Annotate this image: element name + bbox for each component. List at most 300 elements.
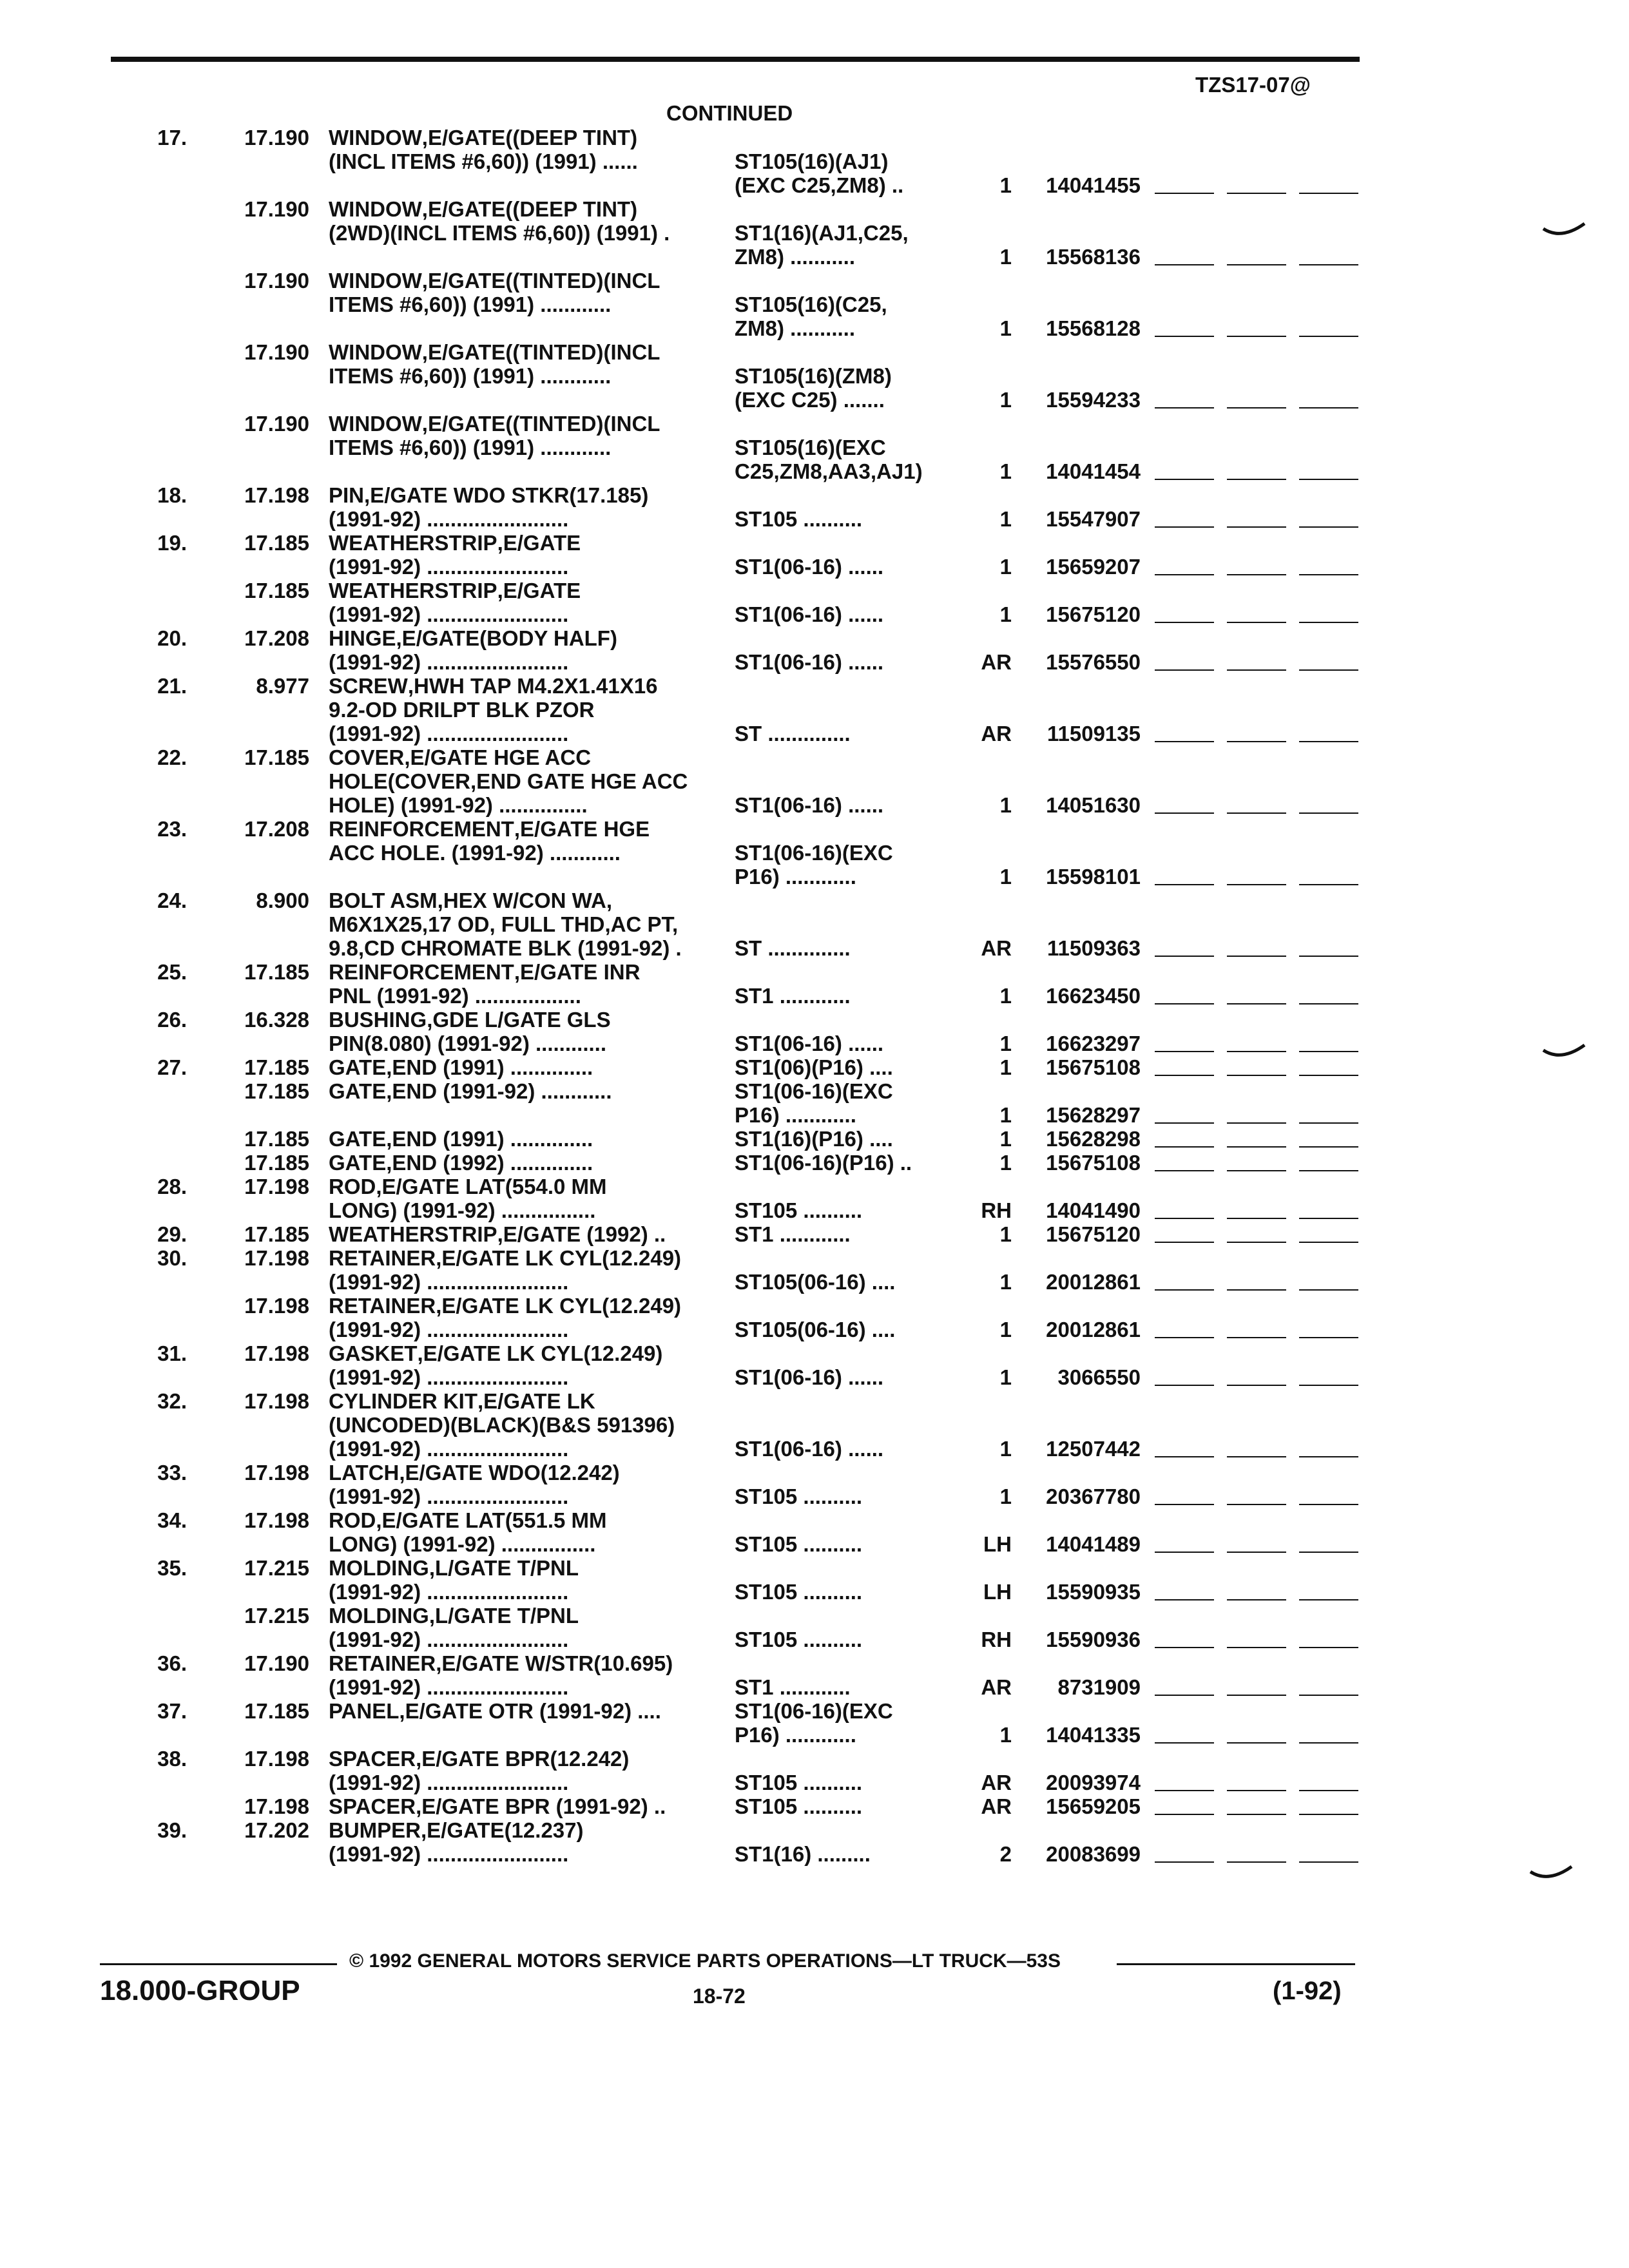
group-number: 17.198 xyxy=(244,1508,309,1532)
entry-blanks xyxy=(1155,1532,1361,1556)
blank-line xyxy=(1155,1218,1214,1219)
blank-line xyxy=(1227,1456,1286,1457)
part-detail: ,E/GATE WDO(12.242) xyxy=(399,1461,620,1485)
blank-line xyxy=(1299,1218,1358,1219)
quantity: AR xyxy=(981,1771,1012,1794)
part-name: WINDOW xyxy=(329,412,422,436)
quantity: 1 xyxy=(999,1032,1012,1055)
table-row xyxy=(0,1461,1629,1485)
catalog-code: TZS17-07@ xyxy=(1195,73,1311,97)
part-description xyxy=(329,507,722,531)
table-row xyxy=(0,650,1629,674)
table-row xyxy=(0,483,1629,507)
blank-line xyxy=(1299,526,1358,528)
blank-line xyxy=(1155,1289,1214,1291)
blank-line xyxy=(1227,1289,1286,1291)
model-usage: ST1(06-16)(EXC xyxy=(735,1079,893,1103)
part-detail: (1991-92) ........................ xyxy=(329,507,569,531)
part-detail: (INCL ITEMS #6,60)) (1991) ...... xyxy=(329,149,638,173)
quantity: 1 xyxy=(999,1485,1012,1508)
part-detail: ,E/GATE HGE xyxy=(514,817,650,841)
table-row xyxy=(0,1413,1629,1437)
group-number: 8.977 xyxy=(256,674,309,698)
blank-line xyxy=(1299,1814,1358,1815)
entry-blanks xyxy=(1155,555,1361,579)
part-number: 15598101 xyxy=(1046,865,1141,889)
part-number: 15576550 xyxy=(1046,650,1141,674)
part-detail: ,E/GATE LK CYL(12.249) xyxy=(436,1294,682,1318)
table-row xyxy=(0,1842,1629,1866)
part-name: RETAINER xyxy=(329,1246,436,1270)
quantity: 1 xyxy=(999,1055,1012,1079)
part-detail: (1991-92) ........................ xyxy=(329,602,569,626)
blank-line xyxy=(1299,1647,1358,1648)
part-number: 15659205 xyxy=(1046,1794,1141,1818)
blank-line xyxy=(1299,741,1358,742)
blank-line xyxy=(1299,1289,1358,1291)
model-usage: (EXC C25,ZM8) .. xyxy=(735,173,904,197)
part-description xyxy=(329,602,722,626)
blank-line xyxy=(1299,336,1358,337)
part-name: GASKET xyxy=(329,1341,418,1365)
table-row xyxy=(0,1032,1629,1055)
part-detail: ,E/GATE xyxy=(497,579,581,602)
part-detail: ,E/GATE BPR(12.242) xyxy=(416,1747,630,1771)
entry-blanks xyxy=(1155,316,1361,340)
blank-line xyxy=(1227,812,1286,814)
model-usage: C25,ZM8,AA3,AJ1) xyxy=(735,459,923,483)
part-description xyxy=(329,1127,722,1151)
blank-line xyxy=(1299,1385,1358,1386)
group-number: 17.185 xyxy=(244,960,309,984)
part-name: WINDOW xyxy=(329,269,422,293)
blank-line xyxy=(1299,812,1358,814)
model-usage: ST1(06-16) ...... xyxy=(735,1032,884,1055)
blank-line xyxy=(1227,741,1286,742)
entry-blanks xyxy=(1155,1318,1361,1341)
part-description xyxy=(329,1365,722,1389)
blank-line xyxy=(1155,1385,1214,1386)
blank-line xyxy=(1155,1861,1214,1863)
part-number: 14041490 xyxy=(1046,1198,1141,1222)
blank-line xyxy=(1155,1122,1214,1124)
blank-line xyxy=(1299,1170,1358,1171)
copyright-notice: © 1992 GENERAL MOTORS SERVICE PARTS OPERATIONS—LT TRUCK—53S xyxy=(349,1950,1061,1972)
group-number: 17.185 xyxy=(244,579,309,602)
part-number: 14041489 xyxy=(1046,1532,1141,1556)
table-row xyxy=(0,1794,1629,1818)
part-description xyxy=(329,483,722,507)
part-number: 20012861 xyxy=(1046,1318,1141,1341)
model-usage: ST1(06-16) ...... xyxy=(735,1365,884,1389)
entry-blanks xyxy=(1155,1437,1361,1461)
blank-line xyxy=(1155,1695,1214,1696)
reference-number: 17. xyxy=(157,126,187,149)
blank-line xyxy=(1299,264,1358,265)
group-number: 17.185 xyxy=(244,1055,309,1079)
table-row xyxy=(0,936,1629,960)
part-name: GATE xyxy=(329,1055,387,1079)
blank-line xyxy=(1155,336,1214,337)
blank-line xyxy=(1227,1695,1286,1696)
part-description xyxy=(329,626,722,650)
part-detail: ,HEX W/CON WA, xyxy=(437,889,612,912)
part-detail: HOLE) (1991-92) ............... xyxy=(329,793,588,817)
entry-blanks xyxy=(1155,1675,1361,1699)
blank-line xyxy=(1227,1742,1286,1744)
blank-line xyxy=(1227,336,1286,337)
part-detail: ,E/GATE(12.237) xyxy=(421,1818,584,1842)
part-name: REINFORCEMENT xyxy=(329,960,514,984)
model-usage: ST1(06-16)(EXC xyxy=(735,841,893,865)
part-description xyxy=(329,1413,722,1437)
reference-number: 21. xyxy=(157,674,187,698)
part-detail: (1991-92) ........................ xyxy=(329,1842,569,1866)
group-number: 17.208 xyxy=(244,817,309,841)
model-usage: ST1(06)(P16) .... xyxy=(735,1055,893,1079)
group-number: 17.198 xyxy=(244,1461,309,1485)
part-detail: ,E/GATE OTR (1991-92) .... xyxy=(399,1699,661,1723)
blank-line xyxy=(1227,1599,1286,1600)
part-description xyxy=(329,1151,722,1175)
blank-line xyxy=(1227,956,1286,957)
part-description xyxy=(329,1175,722,1198)
part-name: MOLDING xyxy=(329,1604,429,1628)
part-detail: (1991-92) ........................ xyxy=(329,555,569,579)
part-description xyxy=(329,1389,722,1413)
entry-blanks xyxy=(1155,1151,1361,1175)
part-description xyxy=(329,149,722,173)
model-usage: ST1(16)(AJ1,C25, xyxy=(735,221,909,245)
blank-line xyxy=(1155,1504,1214,1505)
table-row xyxy=(0,889,1629,912)
blank-line xyxy=(1299,1456,1358,1457)
reference-number: 18. xyxy=(157,483,187,507)
quantity: LH xyxy=(983,1580,1012,1604)
entry-blanks xyxy=(1155,793,1361,817)
entry-blanks xyxy=(1155,1198,1361,1222)
part-description xyxy=(329,841,722,865)
part-name: BOLT ASM xyxy=(329,889,438,912)
part-detail: (1991-92) ........................ xyxy=(329,722,569,745)
part-description xyxy=(329,793,722,817)
reference-number: 31. xyxy=(157,1341,187,1365)
part-description xyxy=(329,412,722,436)
part-detail: (2WD)(INCL ITEMS #6,60)) (1991) . xyxy=(329,221,670,245)
model-usage: ST1(06-16) ...... xyxy=(735,650,884,674)
table-row xyxy=(0,555,1629,579)
quantity: AR xyxy=(981,722,1012,745)
part-name: BUSHING xyxy=(329,1008,427,1032)
part-description xyxy=(329,1485,722,1508)
part-detail: ,E/GATE INR xyxy=(514,960,641,984)
part-number: 15628298 xyxy=(1046,1127,1141,1151)
reference-number: 26. xyxy=(157,1008,187,1032)
part-number: 15590936 xyxy=(1046,1628,1141,1651)
model-usage: ST105 .......... xyxy=(735,1794,863,1818)
part-number: 15675108 xyxy=(1046,1055,1141,1079)
model-usage: ST105 .......... xyxy=(735,507,863,531)
blank-line xyxy=(1299,1861,1358,1863)
table-row xyxy=(0,793,1629,817)
part-detail: 9.2-OD DRILPT BLK PZOR xyxy=(329,698,595,722)
part-detail: ,E/GATE (1992) .. xyxy=(497,1222,666,1246)
entry-blanks xyxy=(1155,459,1361,483)
reference-number: 36. xyxy=(157,1651,187,1675)
table-row xyxy=(0,745,1629,769)
reference-number: 28. xyxy=(157,1175,187,1198)
part-number: 20083699 xyxy=(1046,1842,1141,1866)
blank-line xyxy=(1155,1146,1214,1148)
entry-blanks xyxy=(1155,245,1361,269)
table-row xyxy=(0,459,1629,483)
table-row xyxy=(0,626,1629,650)
page-number: 18-72 xyxy=(693,1984,746,2008)
part-description xyxy=(329,436,722,459)
model-usage: P16) ............ xyxy=(735,1103,856,1127)
quantity: 1 xyxy=(999,459,1012,483)
group-number: 17.198 xyxy=(244,1341,309,1365)
part-number: 15568136 xyxy=(1046,245,1141,269)
table-row xyxy=(0,293,1629,316)
blank-line xyxy=(1299,407,1358,408)
quantity: 1 xyxy=(999,507,1012,531)
part-number: 11509363 xyxy=(1046,936,1141,960)
part-description xyxy=(329,698,722,722)
blank-line xyxy=(1227,884,1286,885)
part-name: ROD xyxy=(329,1175,376,1198)
table-row xyxy=(0,960,1629,984)
part-description xyxy=(329,1604,722,1628)
entry-blanks xyxy=(1155,1794,1361,1818)
part-number: 8731909 xyxy=(1057,1675,1141,1699)
model-usage: ST .............. xyxy=(735,722,851,745)
part-number: 15675120 xyxy=(1046,1222,1141,1246)
table-row xyxy=(0,1628,1629,1651)
reference-number: 24. xyxy=(157,889,187,912)
table-row xyxy=(0,674,1629,698)
blank-line xyxy=(1155,479,1214,480)
blank-line xyxy=(1155,1814,1214,1815)
reference-number: 39. xyxy=(157,1818,187,1842)
table-row xyxy=(0,817,1629,841)
part-name: HINGE xyxy=(329,626,396,650)
part-detail: ACC HOLE. (1991-92) ............ xyxy=(329,841,621,865)
blank-line xyxy=(1299,1337,1358,1338)
blank-line xyxy=(1299,884,1358,885)
reference-number: 32. xyxy=(157,1389,187,1413)
quantity: RH xyxy=(981,1198,1012,1222)
part-detail: (1991-92) ........................ xyxy=(329,1675,569,1699)
footer-rule-right xyxy=(1117,1963,1355,1965)
part-name: WINDOW xyxy=(329,197,422,221)
table-row xyxy=(0,698,1629,722)
blank-line xyxy=(1227,1170,1286,1171)
part-detail: ,E/GATE xyxy=(497,531,581,555)
blank-line xyxy=(1155,956,1214,957)
model-usage: ST105(16)(C25, xyxy=(735,293,887,316)
entry-blanks xyxy=(1155,722,1361,745)
model-usage: ST105 .......... xyxy=(735,1628,863,1651)
quantity: 1 xyxy=(999,1365,1012,1389)
quantity: 1 xyxy=(999,1151,1012,1175)
blank-line xyxy=(1227,1242,1286,1243)
quantity: 1 xyxy=(999,173,1012,197)
blank-line xyxy=(1299,479,1358,480)
part-detail: (1991-92) ........................ xyxy=(329,1270,569,1294)
part-detail: ,END (1991) .............. xyxy=(386,1055,593,1079)
part-name: SPACER xyxy=(329,1747,416,1771)
model-usage: (EXC C25) ....... xyxy=(735,388,885,412)
group-number: 17.198 xyxy=(244,483,309,507)
blank-line xyxy=(1299,1075,1358,1076)
quantity: 1 xyxy=(999,1270,1012,1294)
margin-tick-icon xyxy=(1529,1865,1574,1885)
blank-line xyxy=(1227,1122,1286,1124)
entry-blanks xyxy=(1155,1771,1361,1794)
table-row xyxy=(0,340,1629,364)
part-description xyxy=(329,531,722,555)
group-number: 17.190 xyxy=(244,269,309,293)
reference-number: 33. xyxy=(157,1461,187,1485)
part-description xyxy=(329,1842,722,1866)
model-usage: P16) ............ xyxy=(735,1723,856,1747)
part-detail: ,E/GATE WDO STKR(17.185) xyxy=(364,483,649,507)
part-number: 15590935 xyxy=(1046,1580,1141,1604)
part-description xyxy=(329,1341,722,1365)
part-name: REINFORCEMENT xyxy=(329,817,514,841)
reference-number: 20. xyxy=(157,626,187,650)
part-name: BUMPER xyxy=(329,1818,421,1842)
entry-blanks xyxy=(1155,1222,1361,1246)
part-number: 15568128 xyxy=(1046,316,1141,340)
part-number: 15675120 xyxy=(1046,602,1141,626)
blank-line xyxy=(1299,1695,1358,1696)
table-row xyxy=(0,1294,1629,1318)
entry-blanks xyxy=(1155,1628,1361,1651)
model-usage: ST1(06-16)(EXC xyxy=(735,1699,893,1723)
table-row xyxy=(0,1556,1629,1580)
quantity: 1 xyxy=(999,984,1012,1008)
blank-line xyxy=(1227,1218,1286,1219)
table-row xyxy=(0,1365,1629,1389)
part-description xyxy=(329,1699,722,1723)
table-row xyxy=(0,149,1629,173)
group-number: 8.900 xyxy=(256,889,309,912)
quantity: 1 xyxy=(999,1222,1012,1246)
model-usage: ST105(06-16) .... xyxy=(735,1270,896,1294)
part-description xyxy=(329,889,722,912)
part-description xyxy=(329,984,722,1008)
group-number: 17.190 xyxy=(244,1651,309,1675)
blank-line xyxy=(1299,1242,1358,1243)
blank-line xyxy=(1299,1122,1358,1124)
part-description xyxy=(329,1461,722,1485)
part-name: GATE xyxy=(329,1151,387,1175)
part-name: SCREW xyxy=(329,674,408,698)
reference-number: 22. xyxy=(157,745,187,769)
part-detail: ITEMS #6,60)) (1991) ............ xyxy=(329,436,612,459)
continued-heading: CONTINUED xyxy=(666,101,793,125)
part-number: 16623297 xyxy=(1046,1032,1141,1055)
table-row xyxy=(0,436,1629,459)
blank-line xyxy=(1227,669,1286,671)
part-description xyxy=(329,1032,722,1055)
part-detail: PNL (1991-92) .................. xyxy=(329,984,581,1008)
part-name: MOLDING xyxy=(329,1556,429,1580)
part-detail: ,HWH TAP M4.2X1.41X16 xyxy=(407,674,658,698)
blank-line xyxy=(1155,1003,1214,1004)
table-row xyxy=(0,1699,1629,1723)
part-name: PANEL xyxy=(329,1699,400,1723)
table-row xyxy=(0,269,1629,293)
part-number: 3066550 xyxy=(1057,1365,1141,1389)
part-number: 16623450 xyxy=(1046,984,1141,1008)
quantity: AR xyxy=(981,1794,1012,1818)
blank-line xyxy=(1299,1003,1358,1004)
table-row xyxy=(0,1246,1629,1270)
model-usage: ST105(16)(ZM8) xyxy=(735,364,892,388)
part-description xyxy=(329,1556,722,1580)
table-row xyxy=(0,1175,1629,1198)
reference-number: 29. xyxy=(157,1222,187,1246)
part-detail: ITEMS #6,60)) (1991) ............ xyxy=(329,364,612,388)
part-number: 14041335 xyxy=(1046,1723,1141,1747)
entry-blanks xyxy=(1155,1270,1361,1294)
reference-number: 27. xyxy=(157,1055,187,1079)
blank-line xyxy=(1299,1790,1358,1791)
part-detail: (1991-92) ........................ xyxy=(329,1437,569,1461)
table-row xyxy=(0,722,1629,745)
group-number: 17.185 xyxy=(244,745,309,769)
model-usage: ZM8) ........... xyxy=(735,316,856,340)
part-name: WINDOW xyxy=(329,126,422,149)
blank-line xyxy=(1227,526,1286,528)
blank-line xyxy=(1155,1051,1214,1052)
model-usage: ST105(16)(AJ1) xyxy=(735,149,889,173)
part-detail: M6X1X25,17 OD, FULL THD,AC PT, xyxy=(329,912,679,936)
part-detail: ,E/GATE((TINTED)(INCL xyxy=(421,412,660,436)
entry-blanks xyxy=(1155,1127,1361,1151)
blank-line xyxy=(1155,1242,1214,1243)
part-description xyxy=(329,269,722,293)
part-description xyxy=(329,555,722,579)
part-detail: (1991-92) ........................ xyxy=(329,1771,569,1794)
quantity: 1 xyxy=(999,865,1012,889)
blank-line xyxy=(1227,1075,1286,1076)
part-name: ROD xyxy=(329,1508,376,1532)
part-description xyxy=(329,769,722,793)
part-description xyxy=(329,817,722,841)
part-description xyxy=(329,1794,722,1818)
blank-line xyxy=(1227,1003,1286,1004)
table-row xyxy=(0,769,1629,793)
blank-line xyxy=(1227,622,1286,623)
table-row xyxy=(0,912,1629,936)
group-number: 17.185 xyxy=(244,1222,309,1246)
reference-number: 34. xyxy=(157,1508,187,1532)
part-detail: ,E/GATE LAT(551.5 MM xyxy=(376,1508,607,1532)
model-usage: ST105(16)(EXC xyxy=(735,436,886,459)
table-row xyxy=(0,245,1629,269)
model-usage: ST1(06-16) ...... xyxy=(735,602,884,626)
part-number: 15675108 xyxy=(1046,1151,1141,1175)
entry-blanks xyxy=(1155,1485,1361,1508)
group-number: 17.198 xyxy=(244,1294,309,1318)
table-row xyxy=(0,602,1629,626)
model-usage: ST1(06-16) ...... xyxy=(735,793,884,817)
blank-line xyxy=(1227,1385,1286,1386)
